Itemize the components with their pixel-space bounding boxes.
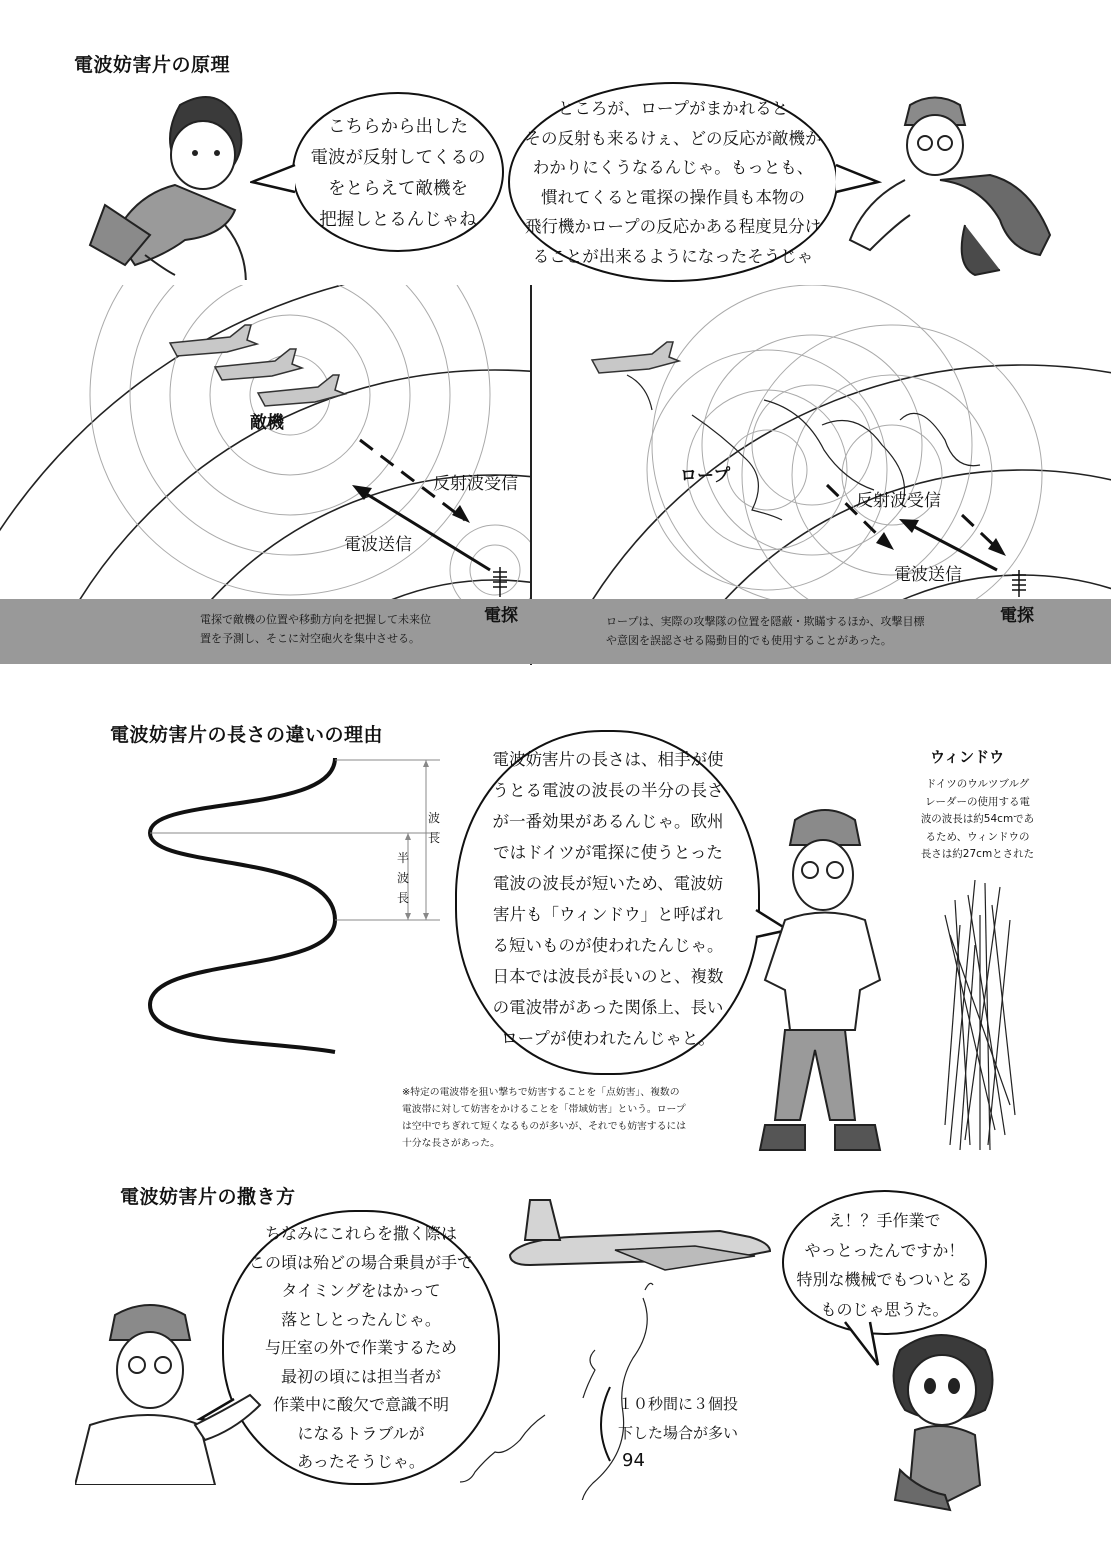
man-speech-text-3: ちなみにこれらを撒く際は この頃は殆どの場合乗員が手で タイミングをはかって 落としとったんじゃ。 与圧室の外で作業するため 最初の頃には担当者が 作業中に酸欠で意識不明 になるトラブルが あったそうじゃ。 xyxy=(248,1224,473,1471)
man-speech-text-2: 電波妨害片の長さは、相手が使 うとる電波の波長の半分の長さ が一番効果があるんじゃ。欧州 ではドイツが電探に使うとった 電波の波長が短いため、電波妨 害片も「ウィンドウ」と呼ばれ る短いものが使われたんじゃ。 日本では波長が長いのと、複数 の電波帯があった関係上、長い ロープが使われたんじゃと。 xyxy=(492,750,724,1048)
radar-diagram-right xyxy=(532,285,1111,600)
girl-speech-text-1: こちらから出した 電波が反射してくるの をとらえて敵機を 把握しとるんじゃね xyxy=(310,117,486,230)
send-wave-label-left: 電波送信 xyxy=(344,535,412,555)
surprised-girl-illustration xyxy=(880,1320,1020,1520)
page-number: 94 xyxy=(622,1450,645,1471)
enemy-aircraft-label: 敵機 xyxy=(250,413,284,433)
section2-heading: 電波妨害片の長さの違いの理由 xyxy=(110,724,384,746)
pointing-man-illustration xyxy=(75,1295,265,1485)
reflect-wave-label-left: 反射波受信 xyxy=(433,474,518,494)
radar-label-right: 電探 xyxy=(1000,606,1034,626)
section3-heading: 電波妨害片の撒き方 xyxy=(120,1186,296,1208)
old-man-character-illustration xyxy=(845,85,1060,280)
reflect-wave-label-right: 反射波受信 xyxy=(856,491,941,511)
wave-diagram xyxy=(140,755,440,1070)
section1-heading: 電波妨害片の原理 xyxy=(74,54,231,76)
caption-left: 電探で敵機の位置や移動方向を把握して未来位 置を予測し、そこに対空砲火を集中させる。 xyxy=(200,613,431,645)
window-title: ウィンドウ xyxy=(930,748,1005,766)
enemy-aircraft-group xyxy=(170,325,345,406)
wavelength-label: 波長 xyxy=(428,811,441,845)
jamming-note: ※特定の電波帯を狙い撃ちで妨害することを「点妨害」、複数の 電波帯に対して妨害をかけることを「帯域妨害」という。ロープ は空中でちぎれて短くなるものが多いが、それでも妨害するには 十分な長さがあった。 xyxy=(402,1087,687,1149)
rope-label: ロープ xyxy=(680,466,731,486)
caption-right: ロープは、実際の攻撃隊の位置を隠蔽・欺瞞するほか、攻撃目標 や意図を誤認させる陽動目的でも使用することがあった。 xyxy=(606,615,925,647)
drop-note: １０秒間に３個投 下した場合が多い xyxy=(618,1395,739,1442)
send-wave-label-right: 電波送信 xyxy=(894,565,962,585)
man-speech-text-1: ところが、ロープがまかれると その反射も来るけぇ、どの反応が敵機か わかりにくうなるんじゃ。もっとも、 慣れてくると電探の操作員も本物の 飛行機かロープの反応かある程度見分け ることが出来るようになったそうじゃ xyxy=(524,99,822,266)
standing-man-illustration xyxy=(745,800,895,1180)
window-description: ドイツのウルツブルグ レーダーの使用する電 波の波長は約54cmであ るため、ウィンドウの 長さは約27cmとされた xyxy=(920,778,1035,860)
girl-character-illustration xyxy=(85,85,265,280)
caption-band xyxy=(0,599,1111,664)
decoy-aircraft xyxy=(592,342,679,373)
b29-bomber-illustration xyxy=(505,1195,775,1295)
girl-speech-text-2: え！？手作業で やっとったんですか！ 特別な機械でもついとる ものじゃ思うた。 xyxy=(796,1211,973,1319)
radar-label-left: 電探 xyxy=(484,606,518,626)
radar-diagram-left xyxy=(0,285,530,600)
half-wavelength-label: 半波長 xyxy=(397,851,410,905)
window-chaff-illustration xyxy=(930,875,1030,1155)
